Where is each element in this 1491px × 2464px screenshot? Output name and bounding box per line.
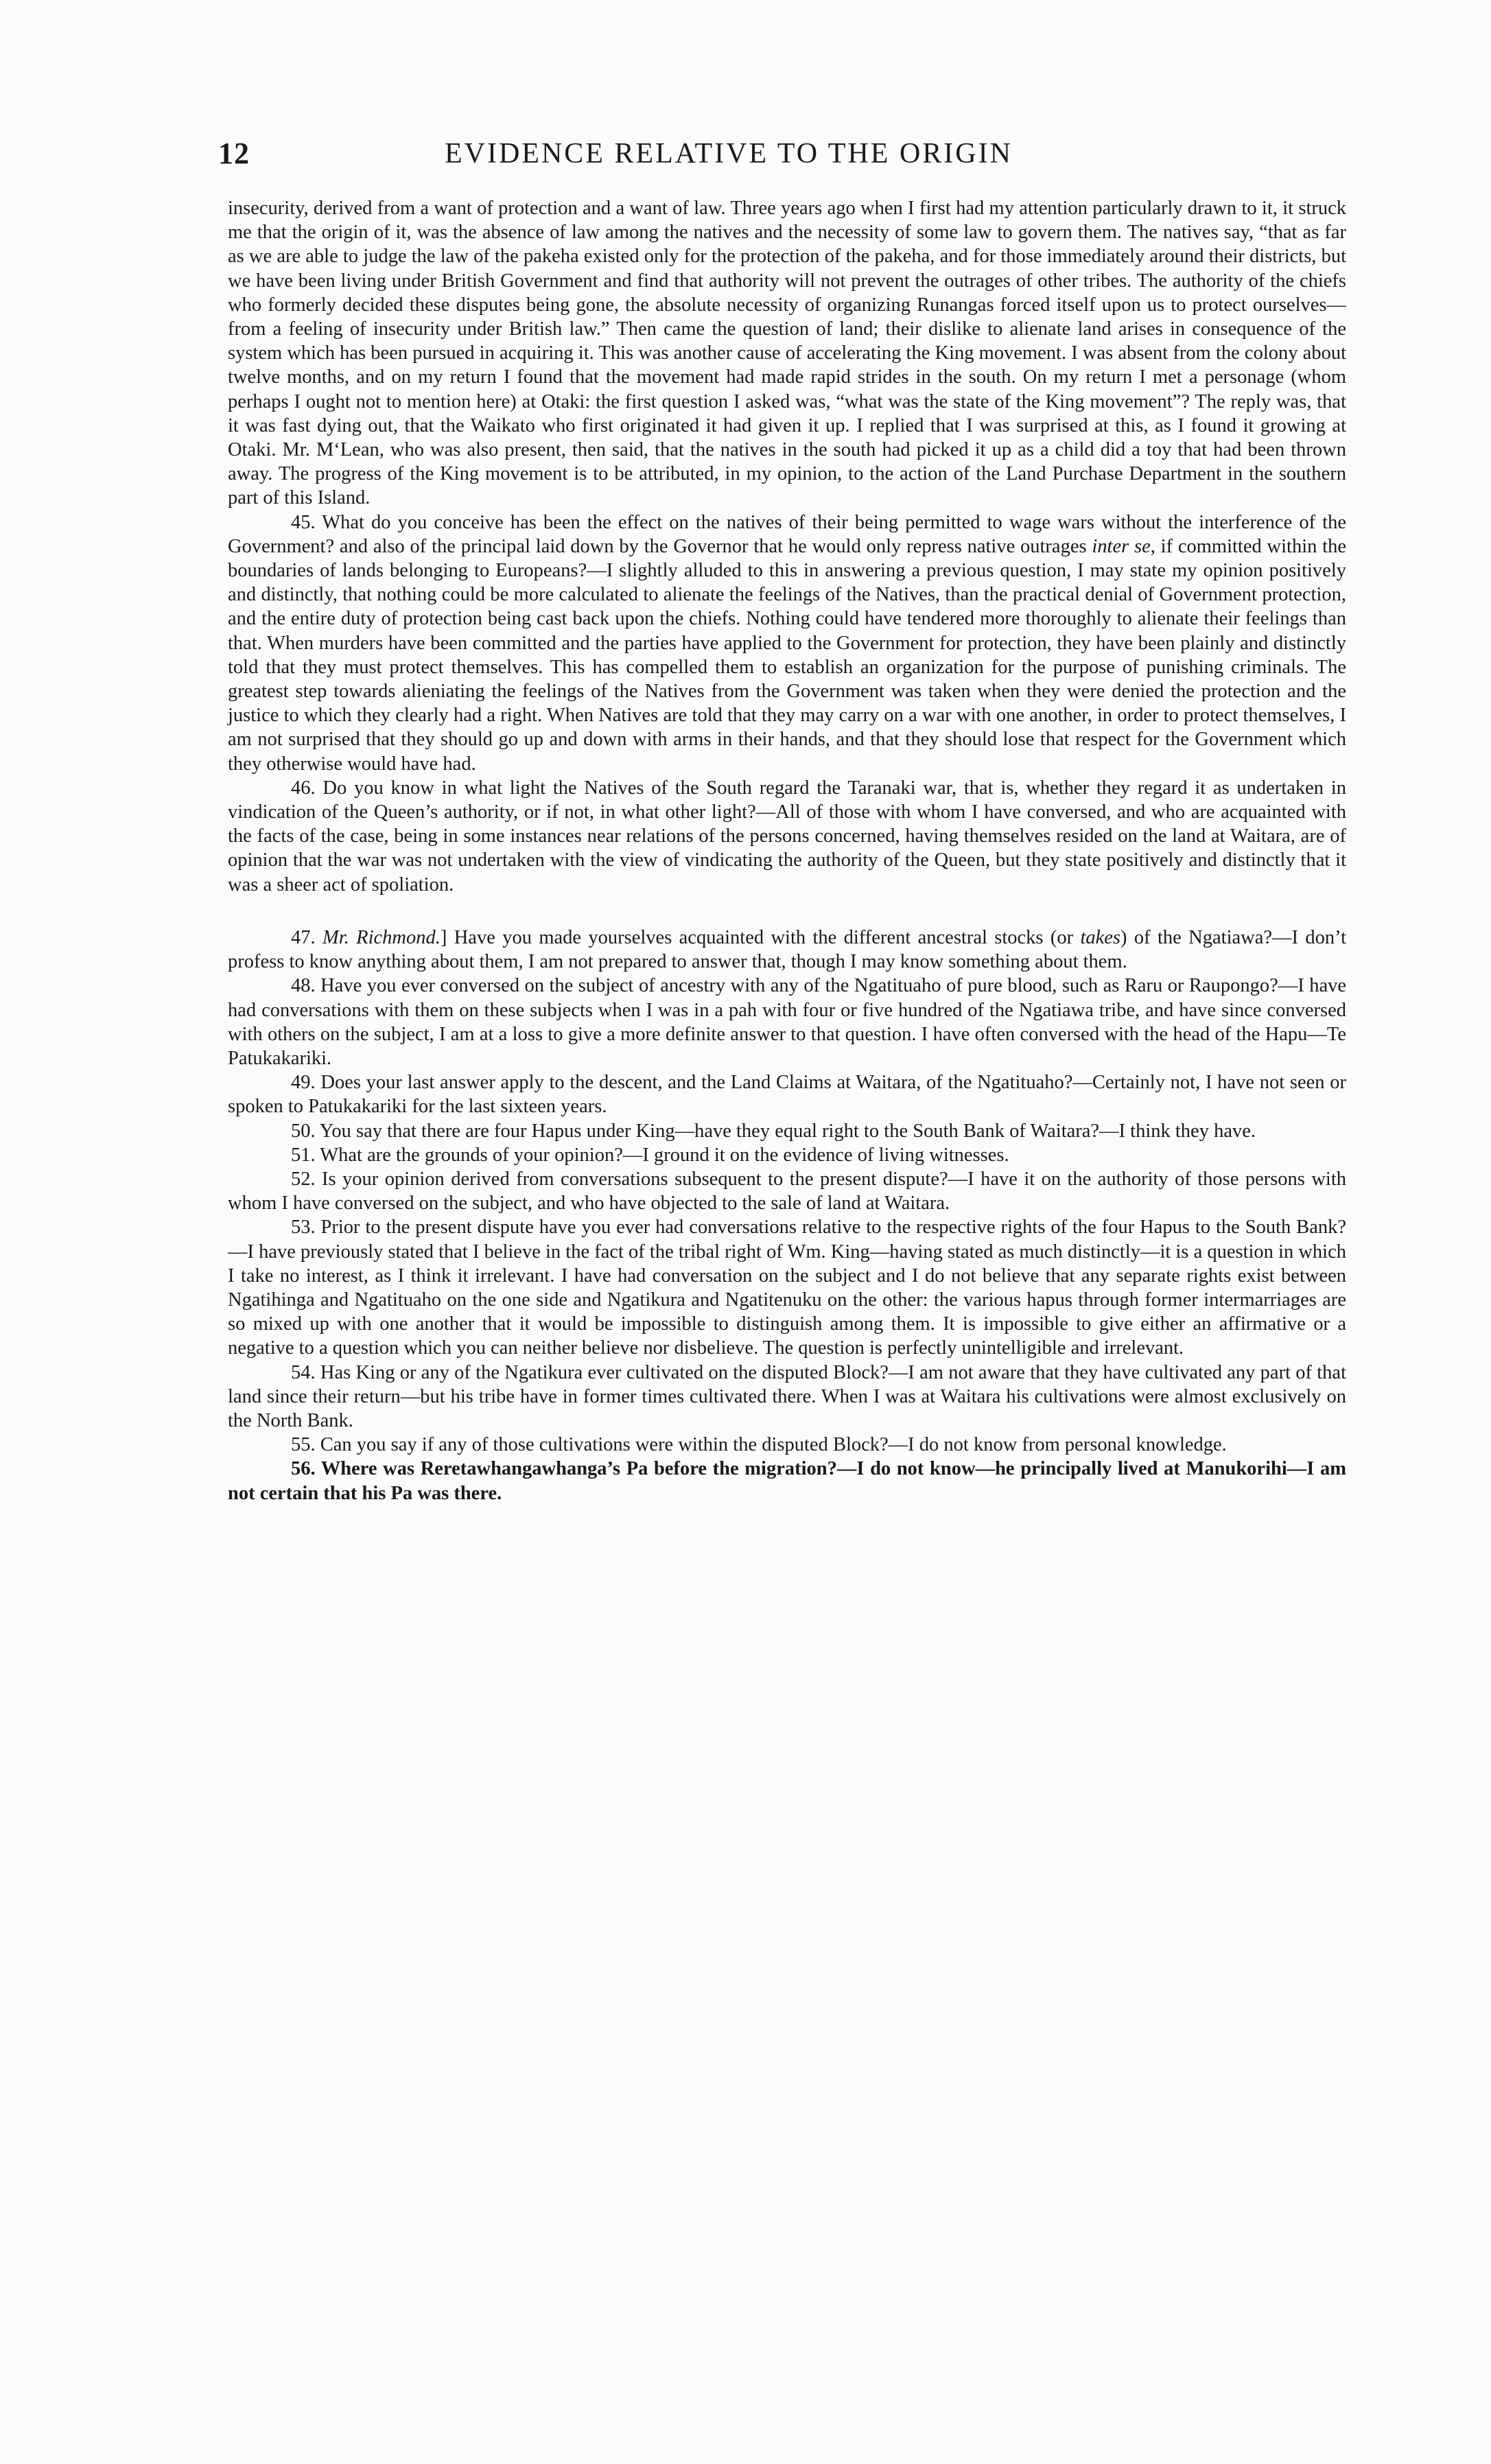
question-56: 56. Where was Reretawhangawhanga’s Pa before the migration?—I do not know—he principally lived at Manukorihi—I am not certain that his Pa was there.: [228, 1458, 1346, 1504]
question-49: 49. Does your last answer apply to the descent, and the Land Claims at Waitara, of the Ngatituaho?—Certainly not, I have not seen or spoken to Patukakariki for the last sixteen years.: [228, 1072, 1346, 1118]
section-gap: [228, 897, 1346, 926]
question-47: [228, 926, 1346, 974]
question-54: 54. Has King or any of the Ngatikura ever cultivated on the disputed Block?—I am not aware that they have cultivated any part of that land since their return—but his tribe have in former times cultivated there. When I was at Waitara his cultivations were almost exclusively on the North Bank.: [228, 1361, 1346, 1431]
question-53: 53. Prior to the present dispute have you ever had conversations relative to the respective rights of the four Hapus to the South Bank?—I have previously stated that I believe in the fact of the tribal right of Wm. King—having stated as much distinctly—it is a question in which I take no interest, as I think it irrelevant. I have had conversation on the subject and I do not believe that any separate rights exist between Ngatihinga and Ngatituaho on the one side and Ngatikura and Ngatitenuku on the other: the various hapus through former intermarriages are so mixed up with one another that it would be impossible to distinguish among them. It is impossible to give either an affirmative or a negative to a question which you can neither believe nor disbelieve. The question is perfectly unintelligible and irrelevant.: [228, 1217, 1346, 1359]
running-title: EVIDENCE RELATIVE TO THE ORIGIN: [445, 138, 1013, 169]
question-47-speaker: Mr. Richmond.: [322, 926, 441, 948]
question-51: 51. What are the grounds of your opinion?—I ground it on the evidence of living witnesses.: [291, 1144, 1009, 1166]
question-45-latin: inter se: [1092, 535, 1151, 557]
running-head: [218, 136, 1357, 177]
question-52: 52. Is your opinion derived from conversations subsequent to the present dispute?—I have it on the authority of those persons with whom I have conversed on the subject, and who have objected to the sale of land at Waitara.: [228, 1168, 1346, 1215]
question-47-term: takes: [1080, 926, 1121, 948]
question-45-answer: , if committed within the boundaries of lands belonging to Europeans?—I slightly alluded to this in answering a previous question, I may state my opinion positively and distinctly, that nothing could be more calculated to alienate the feelings of the Natives, than the practical denial of Government protection, and the entire duty of protection being cast back upon the chiefs. Nothing could have tendered more thoroughly to alienate their feelings than that. When murders have been committed and the parties have applied to the Government for protection, they have been plainly and distinctly told that they must protect themselves. This has compelled them to establish an organization for the purpose of punishing criminals. The greatest step towards alieniating the feelings of the Natives from the Government was taken when they were denied the protection and the justice to which they clearly had a right. When Natives are told that they may carry on a war with one another, in order to protect themselves, I am not surprised that they should go up and down with arms in their hands, and that they should lose that respect for the Government which they otherwise would have had.: [228, 535, 1346, 775]
question-55: 55. Can you say if any of those cultivations were within the disputed Block?—I do not know from personal knowledge.: [291, 1434, 1227, 1456]
question-45: [228, 511, 1346, 776]
question-46: 46. Do you know in what light the Natives of the South regard the Taranaki war, that is, whether they regard it as undertaken in vindication of the Queen’s authority, or if not, in what other light?—All of those with whom I have conversed, and who are acquainted with the facts of the case, being in some instances near relations of the persons concerned, having themselves resided on the land at Waitara, are of opinion that the war was not undertaken with the view of vindicating the authority of the Queen, but they state positively and distinctly that it was a sheer act of spoliation.: [228, 777, 1346, 895]
question-48: 48. Have you ever conversed on the subject of ancestry with any of the Ngatituaho of pure blood, such as Raru or Raupongo?—I have had conversations with them on these subjects when I was in a pah with four or five hundred of the Ngatiawa tribe, and have since conversed with others on the subject, I am at a loss to give a more definite answer to that question. I have often conversed with the head of the Hapu—Te Patukakariki.: [228, 975, 1346, 1069]
question-47-answer: ) of the Ngatiawa?—I don’t profess to know anything about them, I am not prepared to answer that, though I may know something about them.: [228, 926, 1347, 973]
question-50: 50. You say that there are four Hapus under King—have they equal right to the South Bank of Waitara?—I think they have.: [291, 1120, 1256, 1142]
question-47-number: 47.: [291, 926, 322, 948]
paragraph-continued: insecurity, derived from a want of protection and a want of law. Three years ago when I first had my attention particularly drawn to it, it struck me that the origin of it, was the absence of law among the natives and the necessity of some law to govern them. The natives say, “that as far as we are able to judge the law of the pakeha existed only for the protection of the pakeha, and for those immediately around their districts, but we have been living under British Government and find that authority will not prevent the outrages of other tribes. The authority of the chiefs who formerly decided these disputes being gone, the absolute necessity of organizing Runangas forced itself upon us to protect ourselves—from a feeling of insecurity under British law.” Then came the question of land; their dislike to alienate land arises in consequence of the system which has been pursued in acquiring it. This was another cause of accelerating the King movement. I was absent from the colony about twelve months, and on my return I found that the movement had made rapid strides in the south. On my return I met a personage (whom perhaps I ought not to mention here) at Otaki: the first question I asked was, “what was the state of the King movement”? The reply was, that it was fast dying out, that the Waikato who first originated it had given it up. I replied that I was surprised at this, as I found it growing at Otaki. Mr. M‘Lean, who was also present, then said, that the natives in the south had picked it up as a child did a toy that had been thrown away. The progress of the King movement is to be attributed, in my opinion, to the action of the Land Purchase Department in the southern part of this Island.: [228, 198, 1346, 509]
question-47-text: ] Have you made yourselves acquainted with the different ancestral stocks (or: [440, 926, 1081, 948]
body-text: [228, 196, 1346, 1505]
question-45-text: 45. What do you conceive has been the effect on the natives of their being permitted to wage wars without the interference of the Government? and also of the principal laid down by the Governor that he would only repress native outrages: [228, 511, 1346, 557]
page-number: 12: [218, 137, 250, 170]
